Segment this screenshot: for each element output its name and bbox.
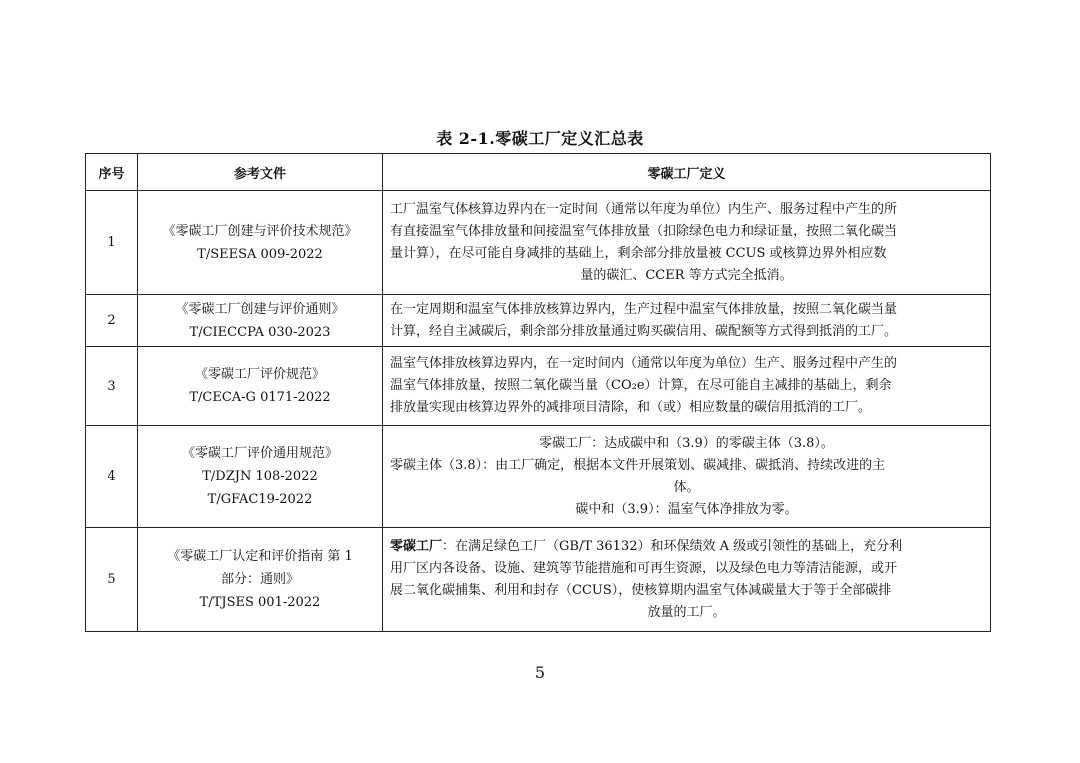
row-definition	[383, 191, 991, 295]
table-header-row	[86, 154, 991, 191]
definition-line: 有直接温室气体排放量和间接温室气体排放量（扣除绿色电力和绿证量，按照二氧化碳当	[390, 223, 898, 239]
definition-table	[85, 153, 991, 632]
definition-line: 放量的工厂。	[647, 604, 726, 620]
definition-text: ：在满足绿色工厂（GB/T 36132）和环保绩效 A 级或引领性的基础上，充分利	[442, 538, 903, 554]
table-title: 表 2-1.零碳工厂定义汇总表	[436, 129, 644, 148]
reference-title: 《零碳工厂认定和评价指南 第 1	[167, 549, 353, 564]
definition-item: 体。	[673, 479, 700, 495]
row-definition	[383, 347, 991, 426]
definition-line: 展二氧化碳捕集、利用和封存（CCUS），使核算期内温室气体减碳量大于等于全部碳排	[390, 582, 892, 598]
row-index: 4	[86, 426, 138, 528]
table-row	[86, 528, 991, 632]
reference-title: 《零碳工厂评价通用规范》	[181, 446, 338, 461]
row-index: 1	[86, 191, 138, 295]
row-index: 5	[86, 528, 138, 632]
row-index: 2	[86, 295, 138, 347]
header-definition: 零碳工厂定义	[383, 154, 991, 191]
row-reference	[138, 426, 383, 528]
definition-line: 计算，经自主减碳后，剩余部分排放量通过购买碳信用、碳配额等方式得到抵消的工厂。	[390, 323, 898, 339]
reference-title: 《零碳工厂创建与评价通则》	[175, 301, 345, 317]
definition-term: 零碳工厂	[390, 538, 443, 554]
definition-line: 量的碳汇、CCER 等方式完全抵消。	[580, 267, 793, 283]
definition-line: 用厂区内各设备、设施、建筑等节能措施和可再生资源，以及绿色电力等清洁能源，或开	[390, 560, 898, 576]
definition-line: 温室气体排放核算边界内，在一定时间内（通常以年度为单位）生产、服务过程中产生的	[390, 356, 898, 371]
definition-line: 工厂温室气体核算边界内在一定时间（通常以年度为单位）内生产、服务过程中产生的所	[390, 201, 898, 217]
reference-code: T/CIECCPA 030-2023	[189, 324, 331, 340]
row-reference	[138, 295, 383, 347]
header-reference: 参考文件	[138, 154, 383, 191]
table-row	[86, 191, 991, 295]
definition-line: 温室气体排放量，按照二氧化碳当量（CO₂e）计算，在尽可能自主减排的基础上，剩余	[390, 378, 892, 393]
row-definition	[383, 426, 991, 528]
reference-code: T/GFAC19-2022	[207, 492, 313, 507]
definition-item: 零碳工厂：达成碳中和（3.9）的零碳主体（3.8）。	[539, 435, 834, 451]
row-definition	[383, 295, 991, 347]
reference-title: 部分：通则》	[220, 572, 299, 587]
page-number: 5	[534, 663, 546, 682]
reference-code: T/TJSES 001-2022	[199, 595, 321, 610]
row-index: 3	[86, 347, 138, 426]
definition-line: 排放量实现由核算边界外的减排项目清除，和（或）相应数量的碳信用抵消的工厂。	[390, 400, 872, 415]
reference-code: T/DZJN 108-2022	[202, 469, 318, 484]
table-row	[86, 347, 991, 426]
definition-item: 零碳主体（3.8）：由工厂确定，根据本文件开展策划、碳减排、碳抵消、持续改进的主	[390, 457, 886, 473]
table-row	[86, 295, 991, 347]
definition-line: 量计算），在尽可能自身减排的基础上，剩余部分排放量被 CCUS 或核算边界外相应数	[390, 245, 887, 261]
row-definition	[383, 528, 991, 632]
table-row	[86, 426, 991, 528]
reference-code: T/SEESA 009-2022	[197, 246, 323, 262]
reference-title: 《零碳工厂创建与评价技术规范》	[162, 223, 358, 239]
definition-line	[390, 536, 983, 558]
row-reference	[138, 191, 383, 295]
reference-title: 《零碳工厂评价规范》	[194, 367, 325, 382]
header-index: 序号	[86, 154, 138, 191]
definition-item: 碳中和（3.9）：温室气体净排放为零。	[575, 501, 798, 517]
row-reference	[138, 528, 383, 632]
row-reference	[138, 347, 383, 426]
definition-line: 在一定周期和温室气体排放核算边界内，生产过程中温室气体排放量，按照二氧化碳当量	[390, 301, 898, 317]
reference-code: T/CECA-G 0171-2022	[189, 390, 331, 405]
